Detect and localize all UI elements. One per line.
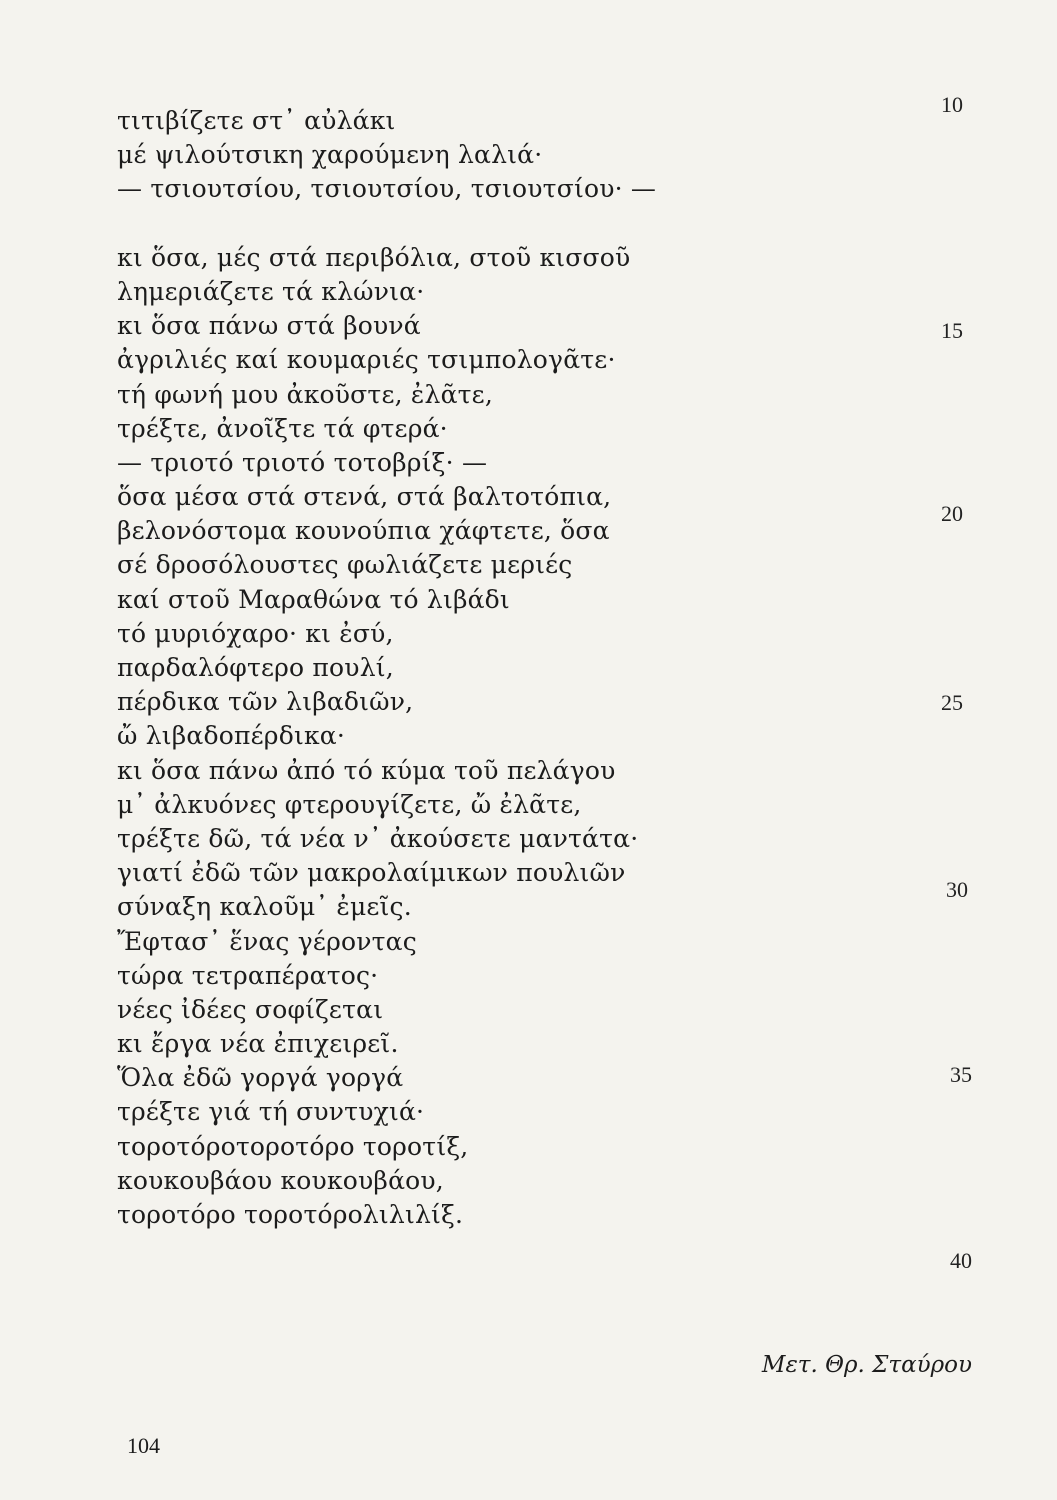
poem-line: σύναξη καλοῦμ᾿ ἐμεῖς. bbox=[117, 892, 412, 922]
line-number-25: 25 bbox=[941, 690, 963, 715]
poem-line: — τριοτό τριοτό τοτοβρίξ· — bbox=[117, 447, 488, 477]
line-number-40: 40 bbox=[950, 1248, 972, 1273]
poem-line: σέ δροσόλουστες φωλιάζετε μεριές bbox=[117, 550, 573, 580]
line-number-30: 30 bbox=[946, 877, 968, 902]
poem-line: κι ὅσα, μές στά περιβόλια, στοῦ κισσοῦ bbox=[117, 242, 631, 272]
line-number-15: 15 bbox=[941, 318, 963, 343]
poem-line: Ἔφτασ᾿ ἕνας γέροντας bbox=[117, 926, 417, 956]
poem-line: τοροτόρο τοροτόρολιλιλίξ. bbox=[117, 1200, 464, 1229]
poem-text bbox=[117, 104, 656, 1232]
poem-line: τό μυριόχαρο· κι ἐσύ, bbox=[117, 618, 394, 648]
line-number-10: 10 bbox=[941, 92, 963, 117]
poem-line: κι ὅσα πάνω στά βουνά bbox=[117, 311, 421, 341]
poem-line: ἀγριλιές καί κουμαριές τσιμπολογᾶτε· bbox=[117, 345, 616, 375]
line-number-20: 20 bbox=[941, 501, 963, 526]
poem-line: γιατί ἐδῶ τῶν μακρολαίμικων πουλιῶν bbox=[117, 858, 626, 888]
poem-line: λημεριάζετε τά κλώνια· bbox=[117, 276, 425, 306]
poem-line: παρδαλόφτερο πουλί, bbox=[117, 653, 394, 682]
line-number-35: 35 bbox=[950, 1062, 972, 1087]
poem-line: βελονόστομα κουνούπια χάφτετε, ὅσα bbox=[117, 516, 610, 546]
poem-line: τιτιβίζετε στ᾿ αὐλάκι bbox=[117, 106, 396, 135]
poem-line: νέες ἰδέες σοφίζεται bbox=[117, 994, 384, 1024]
poem-line: τρέξτε δῶ, τά νέα ν᾿ ἀκούσετε μαντάτα· bbox=[117, 823, 639, 853]
poem-line: μ᾿ ἀλκυόνες φτερουγίζετε, ὤ ἐλᾶτε, bbox=[117, 789, 582, 819]
page-number: 104 bbox=[127, 1433, 160, 1458]
translator-credit: Μετ. Θρ. Σταύρου bbox=[761, 1352, 972, 1378]
poem-line: τή φωνή μου ἀκοῦστε, ἐλᾶτε, bbox=[117, 379, 493, 409]
poem-line: τοροτόροτοροτόρο τοροτίξ, bbox=[117, 1131, 469, 1161]
poem-line: τρέξτε, ἀνοῖξτε τά φτερά· bbox=[117, 413, 448, 443]
poem-line: κουκουβάου κουκουβάου, bbox=[117, 1165, 444, 1195]
poem-line: καί στοῦ Μαραθώνα τό λιβάδι bbox=[117, 584, 510, 614]
poem-line: πέρδικα τῶν λιβαδιῶν, bbox=[117, 687, 414, 717]
poem-line: — τσιουτσίου, τσιουτσίου, τσιουτσίου· — bbox=[117, 174, 657, 204]
poem-line: κι ἔργα νέα ἐπιχειρεῖ. bbox=[117, 1029, 399, 1059]
poem-line: ὤ λιβαδοπέρδικα· bbox=[117, 721, 346, 751]
poem-line: ὅσα μέσα στά στενά, στά βαλτοτόπια, bbox=[117, 482, 612, 512]
poem-line: τρέξτε γιά τή συντυχιά· bbox=[117, 1097, 425, 1127]
poem-line: κι ὅσα πάνω ἀπό τό κύμα τοῦ πελάγου bbox=[117, 755, 616, 785]
poem-line: τώρα τετραπέρατος· bbox=[117, 960, 379, 990]
poem-line: μέ ψιλούτσικη χαρούμενη λαλιά· bbox=[117, 140, 543, 170]
stanza-break bbox=[117, 207, 656, 241]
poem-line: Ὅλα ἐδῶ γοργά γοργά bbox=[117, 1063, 404, 1093]
